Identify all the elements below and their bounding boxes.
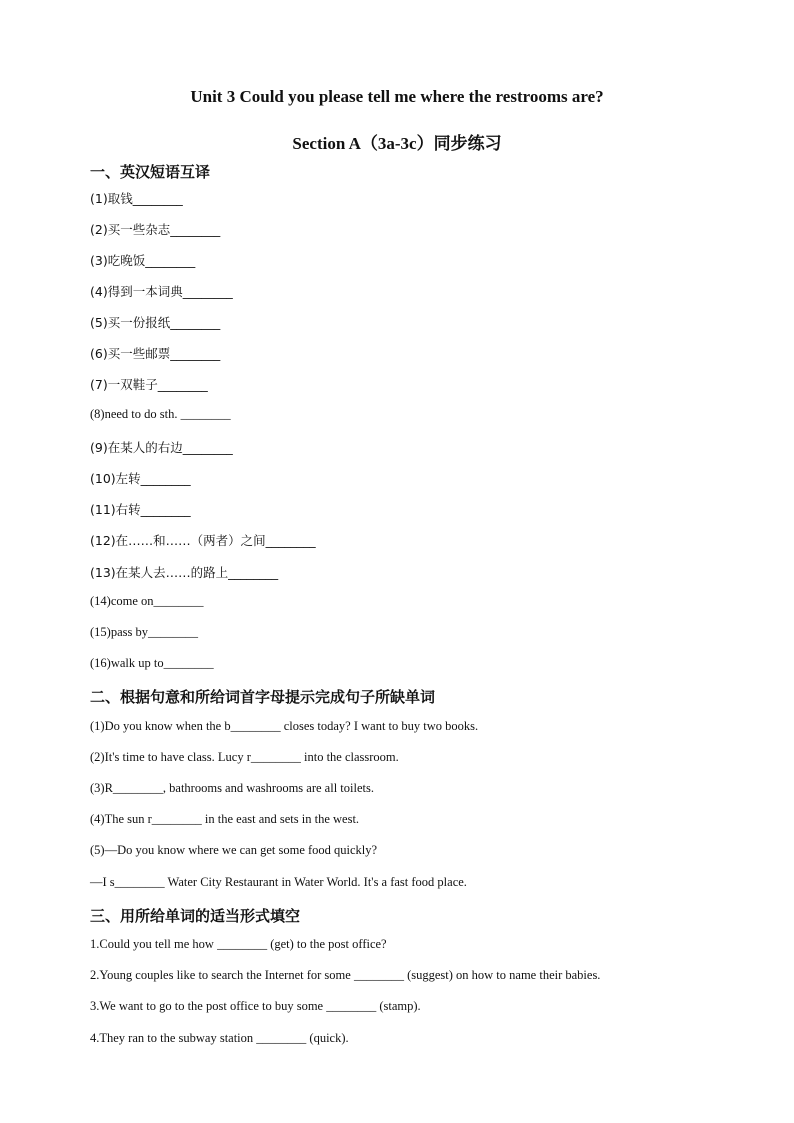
exercise-item: (15)pass by________: [90, 625, 198, 639]
section-3-heading: 三、用所给单词的适当形式填空: [90, 907, 301, 925]
exercise-item: (9)在某人的右边________: [90, 440, 233, 455]
exercise-item: (14)come on________: [90, 594, 204, 608]
exercise-item: (13)在某人去……的路上________: [90, 565, 279, 580]
exercise-item: (3)吃晚饭________: [90, 253, 196, 268]
exercise-item: (16)walk up to________: [90, 656, 214, 670]
exercise-item: (2)It's time to have class. Lucy r________ into the classroom.: [90, 750, 399, 764]
section-2-heading: 二、根据句意和所给词首字母提示完成句子所缺单词: [90, 688, 436, 706]
exercise-item: (1)取钱________: [90, 191, 183, 206]
page-title: Unit 3 Could you please tell me where the restrooms are?: [190, 87, 604, 106]
exercise-item: (2)买一些杂志________: [90, 222, 221, 237]
exercise-item: (4)得到一本词典________: [90, 284, 233, 299]
exercise-item: (5)买一份报纸________: [90, 315, 221, 330]
exercise-item: (8)need to do sth. ________: [90, 407, 231, 421]
exercise-item: (11)右转________: [90, 502, 191, 517]
exercise-item: 1.Could you tell me how ________ (get) to the post office?: [90, 937, 387, 951]
exercise-item: (4)The sun r________ in the east and sets in the west.: [90, 812, 360, 826]
exercise-item: —I s________ Water City Restaurant in Water World. It's a fast food place.: [90, 875, 467, 889]
exercise-item: (6)买一些邮票________: [90, 346, 221, 361]
exercise-item: (10)左转________: [90, 471, 191, 486]
page-subtitle: Section A（3a-3c）同步练习: [292, 134, 502, 153]
exercise-item: (7)一双鞋子________: [90, 377, 208, 392]
exercise-item: (5)—Do you know where we can get some food quickly?: [90, 843, 378, 857]
exercise-item: 4.They ran to the subway station ________ (quick).: [90, 1031, 349, 1045]
exercise-item: (1)Do you know when the b________ closes today? I want to buy two books.: [90, 719, 479, 733]
exercise-item: 3.We want to go to the post office to buy some ________ (stamp).: [90, 999, 421, 1013]
exercise-item: 2.Young couples like to search the Internet for some ________ (suggest) on how to name their babies.: [90, 968, 601, 982]
section-1-heading: 一、英汉短语互译: [90, 163, 211, 181]
exercise-item: (3)R________, bathrooms and washrooms are all toilets.: [90, 781, 374, 795]
exercise-item: (12)在……和……（两者）之间________: [90, 533, 316, 548]
